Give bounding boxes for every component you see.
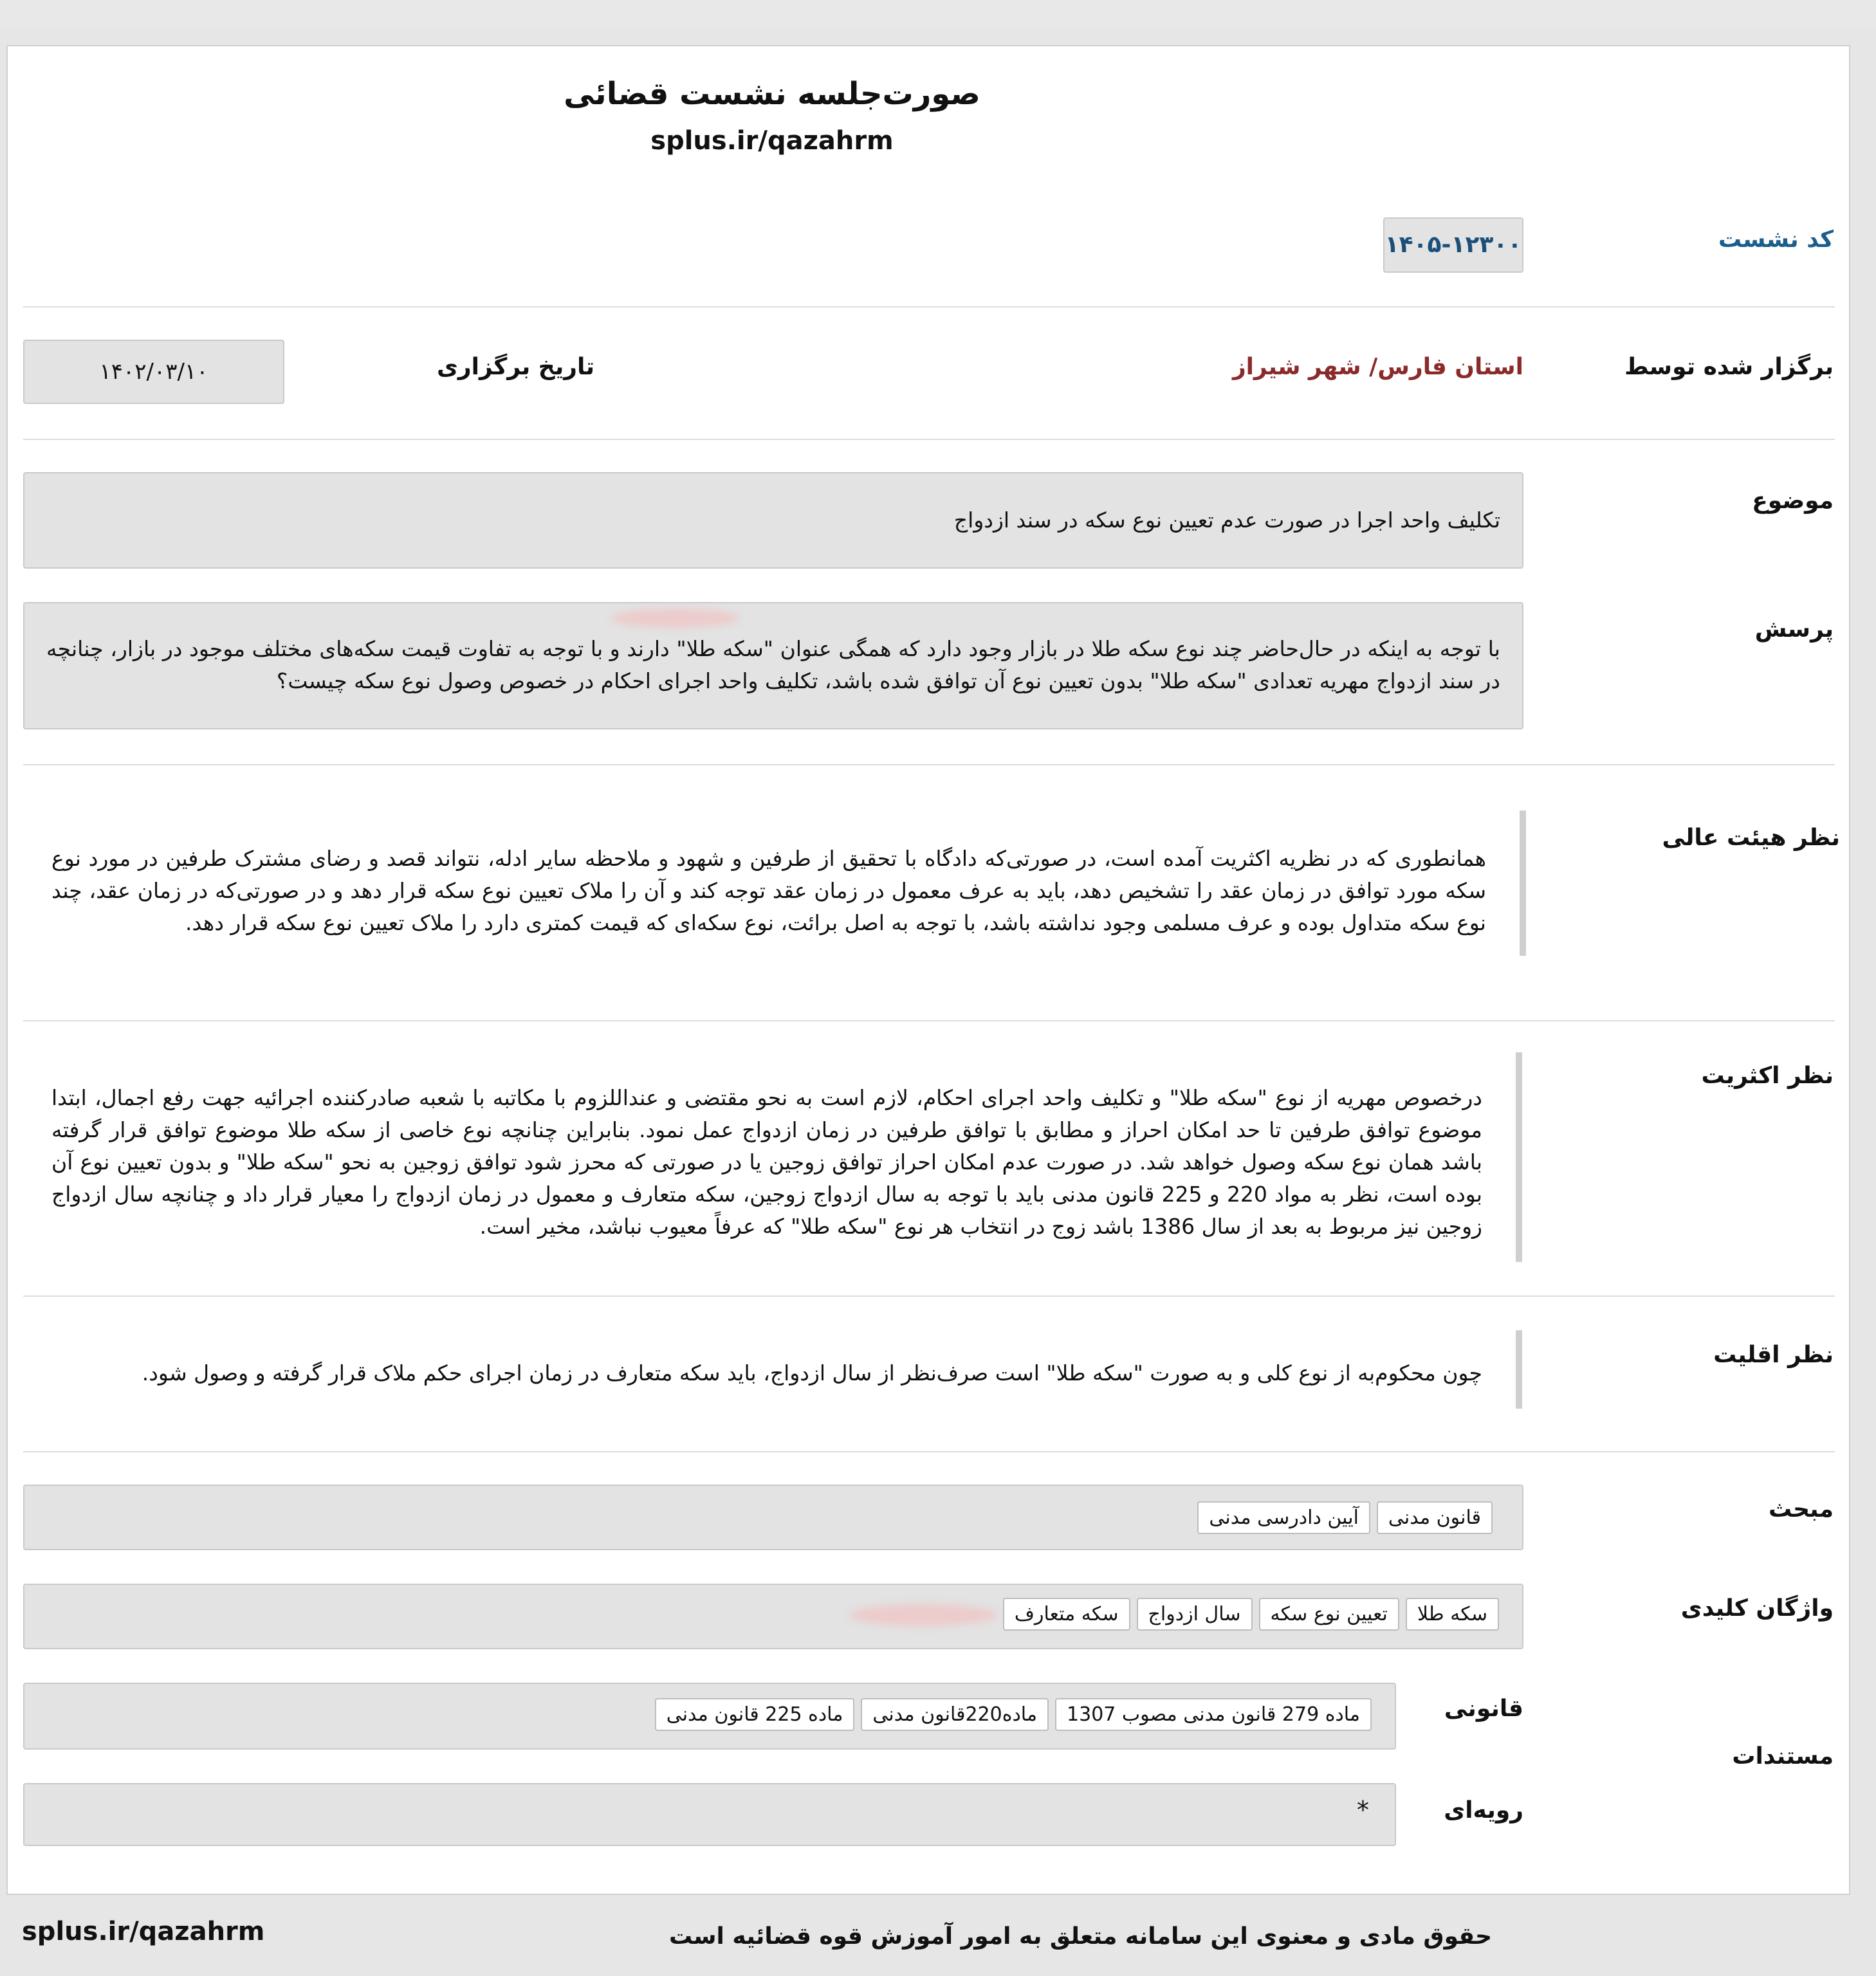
keyword-tags: [1003, 1598, 1499, 1631]
tag[interactable]: ماده 279 قانون مدنی مصوب 1307: [1055, 1698, 1372, 1731]
code-box: [1383, 217, 1523, 273]
majority-label: نظر اکثریت: [1701, 1063, 1834, 1089]
keywords-box: [23, 1584, 1523, 1649]
divider: [23, 439, 1835, 440]
code-value: ۱۴۰۵-۱۲۳۰۰: [1384, 232, 1522, 258]
tag[interactable]: سال ازدواج: [1137, 1598, 1253, 1631]
keywords-label: واژگان کلیدی: [1680, 1595, 1834, 1622]
tag[interactable]: ماده 225 قانون مدنی: [655, 1698, 855, 1731]
documents-label: مستندات: [1732, 1743, 1834, 1770]
question-box: [23, 602, 1523, 729]
header-url: splus.ir/qazahrm: [650, 126, 894, 156]
divider: [23, 306, 1835, 307]
question-label: پرسش: [1754, 616, 1834, 643]
topic-box: [23, 1485, 1523, 1550]
date-label: تاریخ برگزاری: [436, 354, 594, 380]
smudge: [849, 1604, 997, 1626]
top-strip: [0, 0, 1876, 28]
tag[interactable]: آیین دادرسی مدنی: [1197, 1501, 1370, 1534]
page-title: صورت‌جلسه نشست قضائی: [564, 76, 980, 112]
tag[interactable]: تعیین نوع سکه: [1259, 1598, 1399, 1631]
precedent-value: *: [1357, 1796, 1369, 1824]
divider: [23, 1020, 1835, 1021]
high-board-opinion: همانطوری که در نظریه اکثریت آمده است، در صورتی‌که دادگاه با تحقیق از طرفین و شهود و ملاحظه سایر ادله، نتواند قصد و رضای مشترک طرفین در مورد نوع سکه مورد توافق در زمان عقد را تشخیص دهد، باید به عرف معمول در زمان عقد توجه کند و آن را ملاک تعیین نوع سکه قرار دهد و در صورتی‌که در زمان عقد، چند نوع سکه متداول بوده و عرف مسلمی وجود نداشته باشد، با توجه به اصل برائت، نوع سکه‌ای که قیمت کمتری دارد را ملاک تعیین نوع سکه قرار دهد.: [51, 810, 1526, 956]
question-text: با توجه به اینکه در حال‌حاضر چند نوع سکه طلا در بازار وجود دارد که همگی عنوان "سکه طلا" دارند و با توجه به تفاوت قیمت سکه‌های مختلف موجود در بازار، چنانچه در سند ازدواج مهریه تعدادی "سکه طلا" بدون تعیین نوع آن توافق شده باشد، تکلیف واحد اجرای احکام در خصوص وصول نوع سکه چیست؟: [46, 636, 1500, 693]
legal-label: قانونی: [1444, 1696, 1523, 1722]
date-box: [23, 340, 284, 404]
tag[interactable]: سکه متعارف: [1003, 1598, 1130, 1631]
tag[interactable]: سکه طلا: [1406, 1598, 1499, 1631]
legal-box: [23, 1683, 1396, 1750]
divider: [23, 1295, 1835, 1297]
minority-label: نظر اقلیت: [1713, 1342, 1834, 1368]
footer-url[interactable]: splus.ir/qazahrm: [22, 1917, 265, 1946]
precedent-label: رویه‌ای: [1444, 1797, 1523, 1824]
footer-rights: حقوق مادی و معنوی این سامانه متعلق به امور آموزش قوه قضائیه است: [669, 1923, 1493, 1950]
subject-box: [23, 472, 1523, 569]
high-board-label: نظر هیئت عالی: [1662, 825, 1840, 851]
legal-tags: [655, 1698, 1372, 1731]
smudge: [611, 608, 740, 628]
subject-text: تکلیف واحد اجرا در صورت عدم تعیین نوع سکه در سند ازدواج: [953, 508, 1500, 533]
tag[interactable]: ماده220قانون مدنی: [861, 1698, 1049, 1731]
date-value: ۱۴۰۲/۰۳/۱۰: [99, 359, 208, 385]
divider: [23, 1451, 1835, 1452]
majority-opinion: درخصوص مهریه از نوع "سکه طلا" و تکلیف واحد اجرای احکام، لازم است به نحو مقتضی و عنداللزوم با مکاتبه با شعبه صادرکننده اجرائیه جهت رفع اجمال، ابتدا موضوع توافق طرفین تا حد امکان احراز و مطابق با توافق طرفین در زمان ازدواج عمل نمود. بنابراین چنانچه نوع خاصی از سکه طلا موضوع توافق قرار گرفته باشد همان نوع سکه وصول خواهد شد. در صورت عدم امکان احراز توافق زوجین یا در صورتی که محرز شود توافق زوجین به نحو "سکه طلا" و بدون تعیین نوع آن بوده است، نظر به مواد 220 و 225 قانون مدنی باید با توجه به سال ازدواج زوجین، سکه متعارف و معمول در زمان ازدواج را معیار قرار داد و چنانچه سال ازدواج زوجین نیز مربوط به بعد از سال 1386 باشد زوج در انتخاب هر نوع "سکه طلا" که عرفاً معیوب نباشد، مخیر است.: [51, 1052, 1522, 1262]
topic-label: مبحث: [1768, 1496, 1834, 1523]
minority-opinion: چون محکوم‌به از نوع کلی و به صورت "سکه طلا" است صرف‌نظر از سال ازدواج، باید سکه متعارف در زمان اجرای حکم ملاک قرار گرفته و وصول شود.: [51, 1330, 1522, 1409]
topic-tags: [1197, 1501, 1493, 1534]
divider: [23, 764, 1835, 765]
subject-label: موضوع: [1752, 488, 1834, 514]
held-by-label: برگزار شده توسط: [1624, 354, 1834, 380]
code-label: کد نشست: [1718, 226, 1834, 253]
held-by-value: استان فارس/ شهر شیراز: [1232, 354, 1523, 380]
precedent-box: [23, 1783, 1396, 1846]
tag[interactable]: قانون مدنی: [1377, 1501, 1493, 1534]
